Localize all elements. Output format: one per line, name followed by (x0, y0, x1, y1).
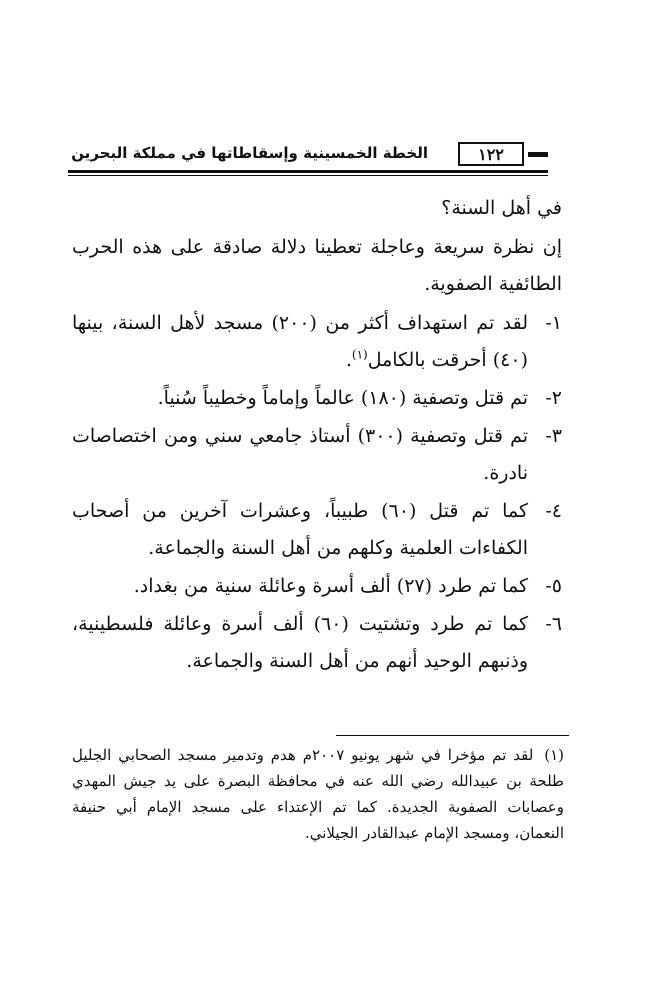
list-item-text: تم قتل وتصفية (٣٠٠) أستاذ جامعي سني ومن اختصاصات نادرة. (72, 425, 528, 484)
list-item-text: تم قتل وتصفية (١٨٠) عالماً وإماماً وخطيباً سُنياً. (157, 387, 528, 409)
list-item-6 (72, 606, 562, 680)
list-item-number: ٢- (545, 387, 562, 409)
main-text (72, 190, 562, 681)
running-title: الخطة الخمسينية وإسقاطاتها في مملكة البحرين (71, 144, 428, 162)
list-item-text (72, 305, 528, 379)
list-item-text: كما تم طرد (٢٧) ألف أسرة وعائلة سنية من بغداد. (133, 575, 528, 597)
list-item-number: ٦- (545, 613, 562, 635)
footnote-reference[interactable]: (١) (351, 347, 368, 362)
header-rule-thick (68, 170, 548, 173)
list-item-number: ١- (545, 312, 562, 334)
list-item-number: ٥- (545, 575, 562, 597)
list-item-5 (72, 568, 562, 605)
list-item-text-end: . (345, 349, 352, 371)
list-item-2 (72, 380, 562, 417)
list-item-number: ٣- (545, 425, 562, 447)
footnote (72, 742, 564, 846)
footnote-separator (336, 735, 569, 736)
list-item-number: ٤- (545, 500, 562, 522)
footnote-marker: (١) (544, 746, 564, 764)
list-item-3 (72, 418, 562, 492)
header-rule-thin (68, 175, 548, 176)
header-dash-mark (528, 152, 548, 157)
list-item-text-content: لقد تم استهداف أكثر من (٢٠٠) مسجد لأهل السنة، بينها (٤٠) أحرقت بالكامل (72, 312, 528, 371)
list-item-4 (72, 493, 562, 567)
page-header (68, 140, 548, 180)
intro-paragraph-1: في أهل السنة؟ (441, 197, 562, 219)
list-item-text: كما تم قتل (٦٠) طبيباً، وعشرات آخرين من أصحاب الكفاءات العلمية وكلهم من أهل السنة والجماعة. (72, 500, 528, 559)
list-item-1 (72, 305, 562, 379)
page-number (458, 142, 524, 166)
footnote-text: لقد تم مؤخرا في شهر يونيو ٢٠٠٧م هدم وتدمير مسجد الصحابي الجليل طلحة بن عبيدالله رضي الله عنه في محافظة البصرة على يد جيش المهدي وعصابات الصفوية الجديدة. كما تم الإعتداء على مسجد الإمام أبي حنيفة النعمان، ومسجد الإمام عبدالقادر الجيلاني. (72, 746, 564, 842)
list-item-text: كما تم طرد وتشتيت (٦٠) ألف أسرة وعائلة فلسطينية، وذنبهم الوحيد أنهم من أهل السنة والجماعة. (72, 613, 528, 672)
page-number-text: ١٢٢ (478, 144, 504, 164)
intro-paragraph-2: إن نظرة سريعة وعاجلة تعطينا دلالة صادقة على هذه الحرب الطائفية الصفوية. (72, 236, 562, 295)
